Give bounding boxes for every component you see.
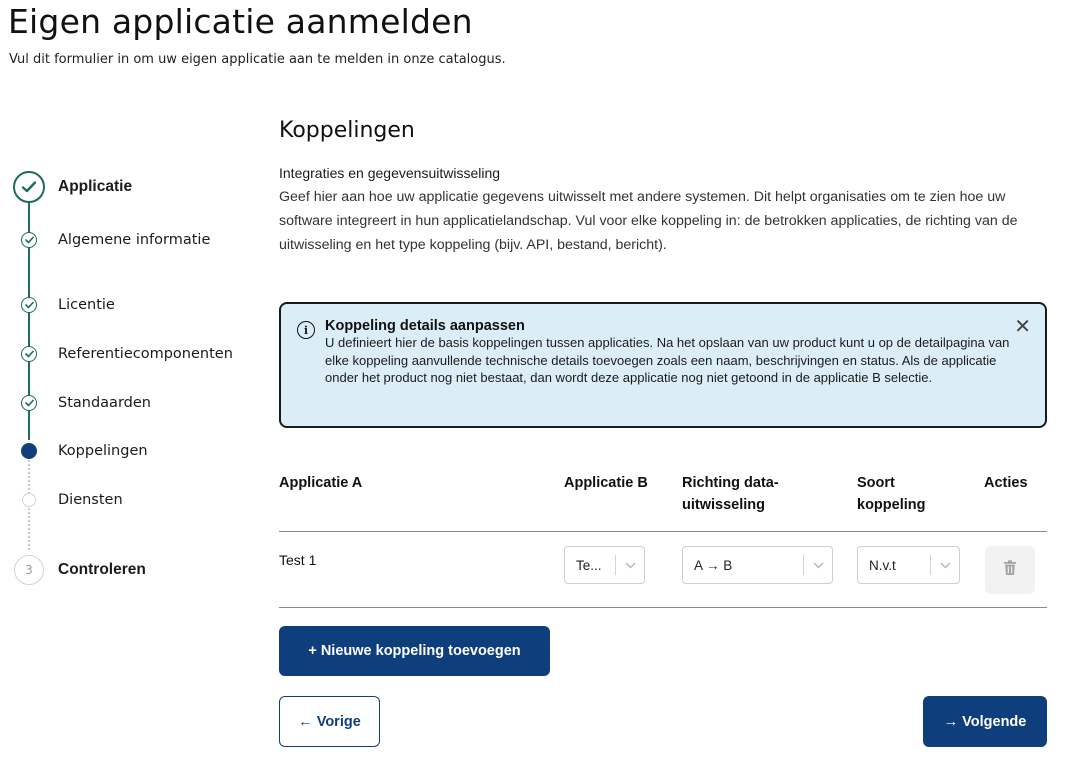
select-value: A → B (694, 557, 733, 573)
row-divider (279, 607, 1047, 608)
substep-referentiecomponenten[interactable] (0, 339, 233, 369)
select-value: Te... (576, 557, 602, 573)
trash-icon (1003, 560, 1017, 581)
step-applicatie[interactable] (0, 172, 132, 202)
type-select[interactable] (857, 546, 960, 584)
info-icon: i (297, 321, 315, 339)
direction-select[interactable] (682, 546, 833, 584)
column-header-app-b: Applicatie B (564, 475, 648, 491)
add-koppeling-button[interactable]: + Nieuwe koppeling toevoegen (279, 626, 550, 676)
check-circle-icon (13, 171, 45, 203)
section-subheading: Integraties en gegevensuitwisseling (279, 165, 501, 181)
previous-button[interactable]: ← Vorige (279, 696, 380, 747)
page-title: Eigen applicatie aanmelden (8, 2, 473, 41)
check-icon (21, 232, 37, 248)
pending-step-dot (22, 493, 36, 507)
column-header-actions: Acties (984, 475, 1028, 491)
next-button[interactable]: → Volgende (923, 696, 1047, 747)
alert-title: Koppeling details aanpassen (325, 318, 525, 334)
step-label: Referentiecomponenten (58, 346, 233, 362)
step-label: Diensten (58, 492, 123, 508)
close-icon[interactable]: ✕ (1014, 314, 1031, 338)
step-number: 3 (14, 555, 44, 585)
cell-app-a: Test 1 (279, 552, 317, 568)
column-header-direction: Richting data- uitwisseling (682, 475, 779, 513)
select-value: N.v.t (869, 557, 896, 573)
substep-licentie[interactable] (0, 290, 115, 320)
info-alert (279, 302, 1047, 428)
step-label: Licentie (58, 297, 115, 313)
check-icon (21, 346, 37, 362)
substep-koppelingen[interactable] (0, 436, 148, 466)
step-label: Controleren (58, 561, 146, 578)
section-title: Koppelingen (279, 118, 415, 143)
chevron-down-icon (931, 562, 959, 569)
step-label: Algemene informatie (58, 232, 211, 248)
chevron-down-icon (804, 562, 832, 569)
substep-algemene-informatie[interactable] (0, 225, 210, 255)
check-icon (21, 297, 37, 313)
page-subtitle: Vul dit formulier in om uw eigen applicatie aan te melden in onze catalogus. (9, 52, 506, 67)
step-label: Standaarden (58, 395, 151, 411)
active-step-dot (21, 443, 37, 459)
check-icon (21, 395, 37, 411)
column-header-app-a: Applicatie A (279, 475, 363, 491)
delete-button[interactable] (985, 546, 1035, 594)
substep-diensten[interactable] (0, 485, 123, 515)
alert-body: U definieert hier de basis koppelingen tussen applicaties. Na het opslaan van uw product kunt u op de detailpagina van elke koppeling aanvullende technische details toevoegen zoals een naam, beschrijvingen en status. Als de applicatie onder het product nog niet bestaat, dan wordt deze applicatie nog niet getoond in de applicatie B selectie. (325, 335, 1010, 385)
header-divider (279, 531, 1047, 532)
step-label: Koppelingen (58, 443, 148, 459)
main-content (279, 118, 1047, 730)
progress-stepper (0, 160, 270, 600)
column-header-type: Soort koppeling (857, 475, 926, 513)
app-b-select[interactable] (564, 546, 645, 584)
step-label: Applicatie (58, 178, 133, 195)
chevron-down-icon (616, 562, 644, 569)
section-description: Geef hier aan hoe uw applicatie gegevens uitwisselt met andere systemen. Dit helpt organisaties om te zien hoe uw software integreert in hun applicatielandschap. Vul voor elke koppeling in: de betrokken applicaties, de richting van de uitwisseling en het type koppeling (bijv. API, bestand, bericht). (279, 189, 1018, 253)
step-controleren[interactable] (0, 555, 146, 585)
substep-standaarden[interactable] (0, 388, 151, 418)
